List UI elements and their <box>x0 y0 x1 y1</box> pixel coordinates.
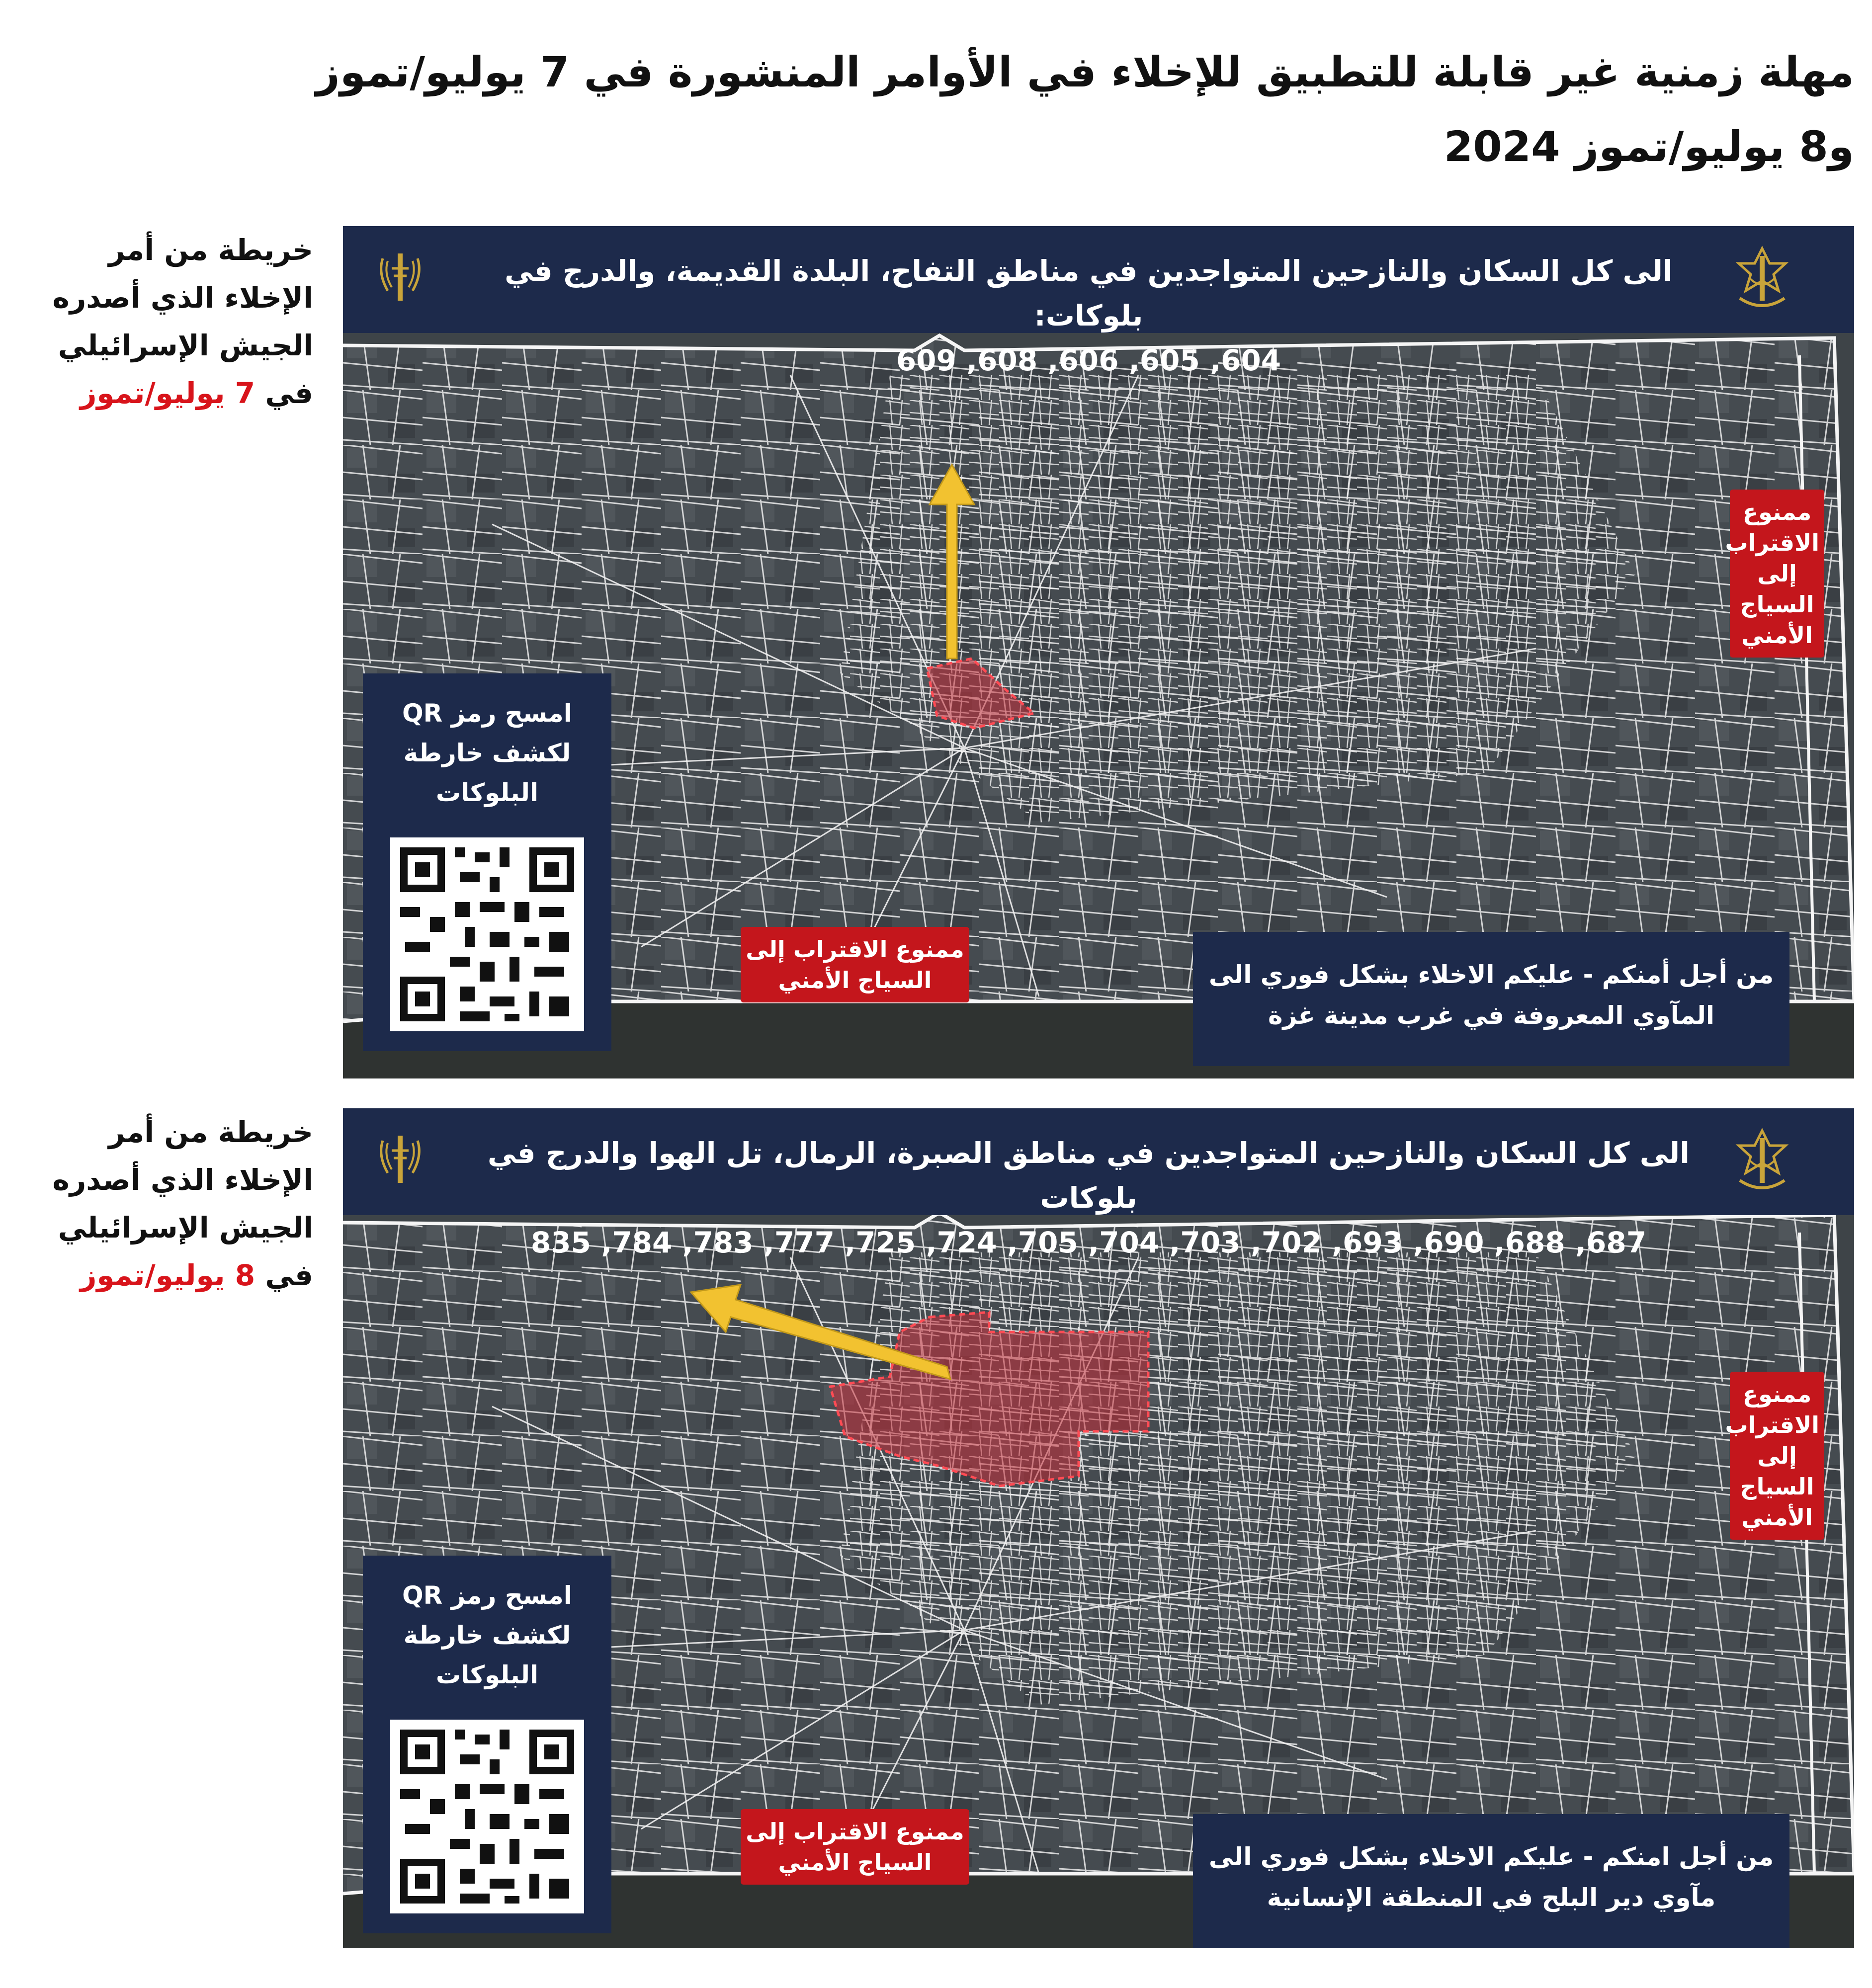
qr-panel <box>363 673 611 1051</box>
idf-arabic-unit-emblem-icon <box>373 244 427 308</box>
map-caption-date: 8 يوليو/تموز <box>80 1258 255 1292</box>
qr-instructions: امسح رمز QR لكشف خارطة البلوكات <box>402 699 572 807</box>
no-approach-fence-bottom: ممنوع الاقتراب إلى السياج الأمني <box>741 1809 969 1885</box>
header-line-areas: الى كل السكان والنازحين المتواجدين في مناطق التفاح، البلدة القديمة، والدرج في بلوكات: <box>505 254 1673 332</box>
evacuation-instruction-text: من أجل أمنكم - عليكم الاخلاء بشكل فوري الى المآوي المعروفة في غرب مدينة غزة <box>1208 960 1774 1030</box>
header-line-blocks: 604, 605, 606, 608, 609 <box>896 343 1281 377</box>
header-line-areas: الى كل السكان والنازحين المتواجدين في مناطق الصبرة، الرمال، تل الهوا والدرج في بلوكات <box>487 1136 1690 1215</box>
no-approach-fence-right: ممنوع الاقتراب إلى السياج الأمني <box>1730 490 1824 658</box>
evacuation-map-july-7 <box>343 226 1854 1078</box>
evacuation-instruction-text: من أجل امنكم - عليكم الاخلاء بشكل فوري الى مآوي دير البلح في المنطقة الإنسانية <box>1208 1842 1774 1912</box>
idf-arabic-unit-emblem-icon <box>373 1126 427 1190</box>
no-approach-fence-right: ممنوع الاقتراب إلى السياج الأمني <box>1730 1372 1824 1540</box>
map-caption-1 <box>20 226 313 417</box>
qr-instructions: امسح رمز QR لكشف خارطة البلوكات <box>402 1581 572 1689</box>
map-caption-text: خريطة من أمر الإخلاء الذي أصدره الجيش الإسرائيلي في <box>52 233 313 410</box>
page-title: مهلة زمنية غير قابلة للتطبيق للإخلاء في الأوامر المنشورة في 7 يوليو/تموز و8 يوليو/تموز 2024 <box>316 48 1854 171</box>
no-approach-fence-bottom: ممنوع الاقتراب إلى السياج الأمني <box>741 927 969 1002</box>
qr-panel <box>363 1556 611 1933</box>
qr-code-icon[interactable] <box>390 837 584 1031</box>
map-caption-2 <box>20 1108 313 1299</box>
qr-code-icon[interactable] <box>390 1720 584 1913</box>
map-header-banner <box>343 1108 1854 1259</box>
header-text <box>467 1131 1710 1265</box>
evacuation-map-july-8 <box>343 1108 1854 1948</box>
map-caption-date: 7 يوليو/تموز <box>80 376 255 410</box>
evacuation-instruction-panel <box>1193 932 1789 1066</box>
header-text <box>467 248 1710 383</box>
evacuation-instruction-panel <box>1193 1814 1789 1948</box>
idf-emblem-icon <box>1730 244 1794 313</box>
idf-emblem-icon <box>1730 1126 1794 1195</box>
map-caption-text: خريطة من أمر الإخلاء الذي أصدره الجيش الإسرائيلي في <box>52 1115 313 1292</box>
header-line-blocks: 687, 688, 690, 693, 702, 703, 704, 705, 724, 725, 777, 783, 784, 835 <box>530 1226 1647 1259</box>
map-header-banner <box>343 226 1854 377</box>
